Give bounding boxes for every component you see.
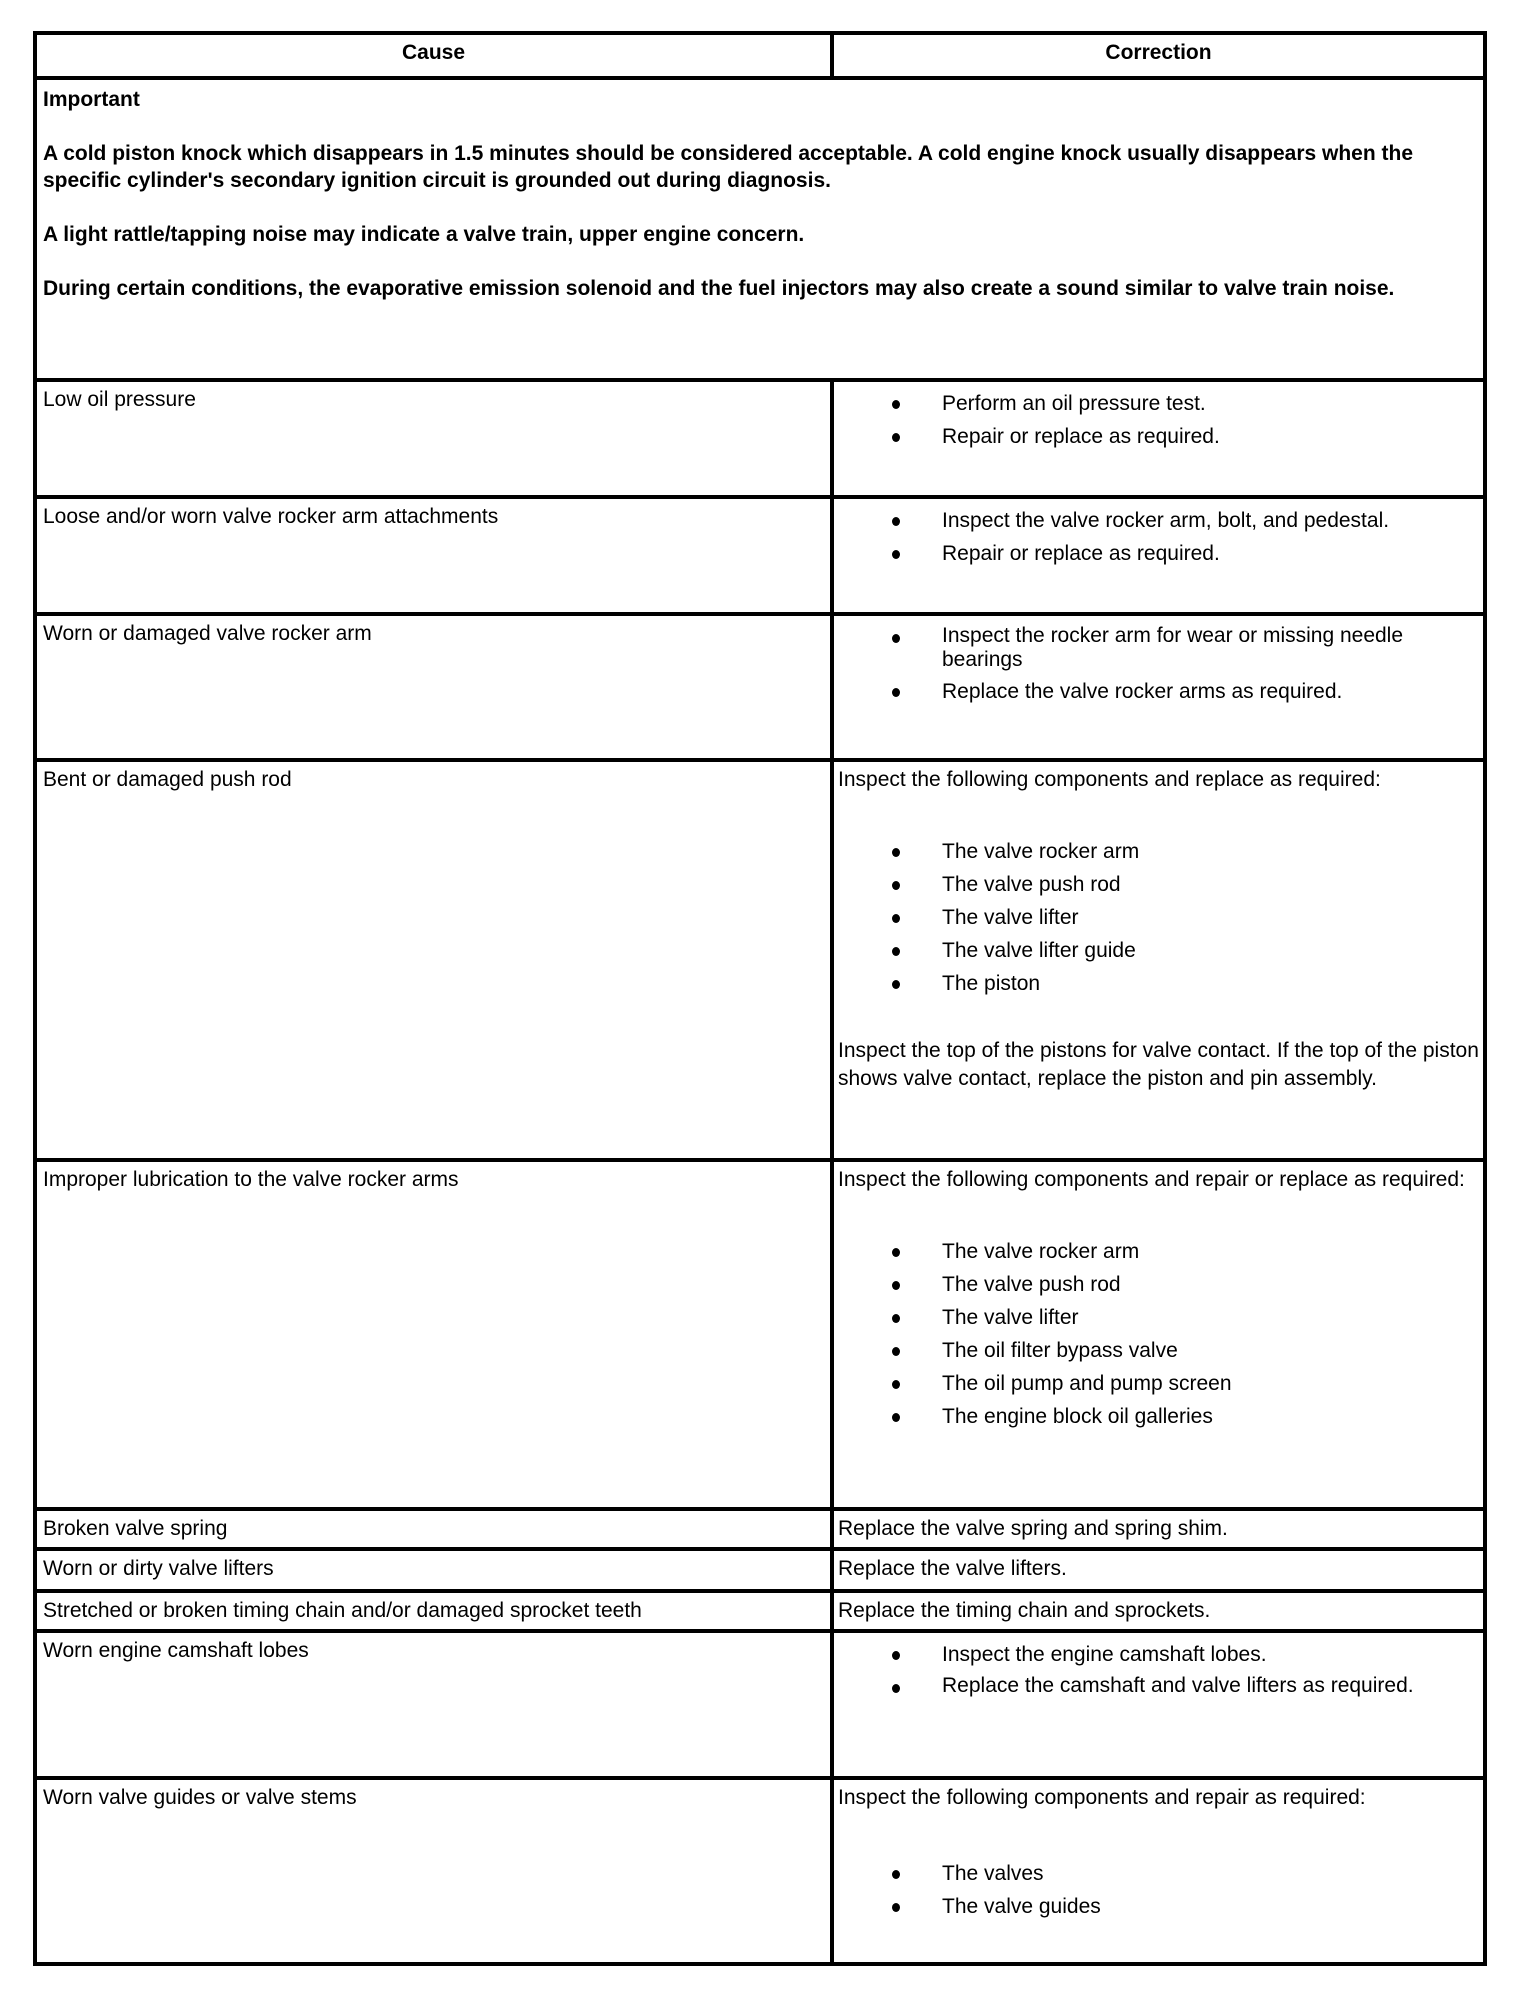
list-item: Inspect the engine camshaft lobes. bbox=[838, 1641, 1479, 1668]
list-item: Inspect the valve rocker arm, bolt, and pedestal. bbox=[838, 507, 1479, 534]
cause-cell: Improper lubrication to the valve rocker arms bbox=[37, 1162, 834, 1507]
table-row bbox=[37, 1158, 1483, 1507]
bullet-icon bbox=[892, 947, 900, 956]
table-row bbox=[37, 1507, 1483, 1547]
bullet-icon bbox=[892, 1413, 900, 1422]
bullet-icon bbox=[892, 550, 900, 559]
bullet-icon bbox=[892, 517, 900, 526]
bullet-icon bbox=[892, 1281, 900, 1290]
list-item: The valve lifter guide bbox=[838, 937, 1479, 964]
bullet-icon bbox=[892, 881, 900, 890]
bullet-icon bbox=[892, 1870, 900, 1879]
important-title: Important bbox=[43, 88, 140, 111]
cause-cell: Broken valve spring bbox=[37, 1511, 834, 1547]
table-row bbox=[37, 612, 1483, 758]
header-cause: Cause bbox=[37, 35, 834, 76]
list-item: The valve rocker arm bbox=[838, 838, 1479, 865]
table-row bbox=[37, 1547, 1483, 1589]
bullet-icon bbox=[892, 848, 900, 857]
bullet-icon bbox=[892, 1314, 900, 1323]
correction-list bbox=[838, 1860, 1479, 1920]
list-item: Repair or replace as required. bbox=[838, 423, 1479, 450]
correction-cell bbox=[834, 1780, 1483, 1962]
important-note-row bbox=[37, 76, 1483, 378]
correction-cell bbox=[834, 1162, 1483, 1507]
table-row bbox=[37, 1589, 1483, 1629]
correction-cell: Replace the timing chain and sprockets. bbox=[838, 1599, 1211, 1622]
cause-cell: Bent or damaged push rod bbox=[37, 762, 834, 1158]
table-header-row bbox=[37, 35, 1483, 76]
list-item: The valves bbox=[838, 1860, 1479, 1887]
bullet-icon bbox=[892, 1380, 900, 1389]
list-item: The valve push rod bbox=[838, 871, 1479, 898]
table-row bbox=[37, 495, 1483, 612]
cause-cell: Low oil pressure bbox=[37, 382, 834, 495]
important-note bbox=[37, 80, 1483, 378]
list-item: Perform an oil pressure test. bbox=[838, 390, 1479, 417]
correction-list bbox=[838, 1238, 1479, 1430]
bullet-icon bbox=[892, 1684, 900, 1693]
diagnosis-table bbox=[33, 31, 1487, 1966]
list-item: The oil pump and pump screen bbox=[838, 1370, 1479, 1397]
bullet-icon bbox=[892, 688, 900, 697]
correction-lead-text: Inspect the following components and repair as required: bbox=[838, 1786, 1366, 1809]
cause-cell: Worn engine camshaft lobes bbox=[37, 1633, 834, 1776]
bullet-icon bbox=[892, 634, 900, 643]
correction-list bbox=[838, 1641, 1479, 1698]
list-item: The engine block oil galleries bbox=[838, 1403, 1479, 1430]
correction-cell bbox=[834, 382, 1483, 495]
bullet-icon bbox=[892, 1651, 900, 1660]
list-item: The valve push rod bbox=[838, 1271, 1479, 1298]
cause-cell: Loose and/or worn valve rocker arm attachments bbox=[37, 499, 834, 612]
bullet-icon bbox=[892, 433, 900, 442]
correction-cell: Replace the valve spring and spring shim. bbox=[838, 1517, 1228, 1540]
list-item: The oil filter bypass valve bbox=[838, 1337, 1479, 1364]
list-item: Repair or replace as required. bbox=[838, 540, 1479, 567]
correction-cell bbox=[834, 762, 1483, 1158]
correction-list bbox=[838, 624, 1479, 705]
cause-cell: Worn or damaged valve rocker arm bbox=[37, 616, 834, 758]
list-item: Replace the valve rocker arms as required. bbox=[838, 678, 1479, 705]
header-correction: Correction bbox=[1105, 41, 1212, 64]
important-paragraph: A light rattle/tapping noise may indicate a valve train, upper engine concern. bbox=[43, 223, 805, 246]
bullet-icon bbox=[892, 400, 900, 409]
bullet-icon bbox=[892, 1347, 900, 1356]
correction-list bbox=[838, 390, 1479, 450]
list-item: The valve lifter bbox=[838, 904, 1479, 931]
list-item: Replace the camshaft and valve lifters as required. bbox=[838, 1674, 1479, 1698]
table-row bbox=[37, 378, 1483, 495]
correction-list bbox=[838, 838, 1479, 997]
cause-cell: Stretched or broken timing chain and/or damaged sprocket teeth bbox=[37, 1593, 834, 1629]
list-item: Inspect the rocker arm for wear or missing needle bearings bbox=[838, 624, 1479, 672]
correction-trail-text: Inspect the top of the pistons for valve contact. If the top of the piston shows valve contact, replace the piston and pin assembly. bbox=[838, 1039, 1479, 1090]
bullet-icon bbox=[892, 1248, 900, 1257]
correction-cell: Replace the valve lifters. bbox=[838, 1557, 1067, 1580]
correction-cell bbox=[834, 616, 1483, 758]
cause-cell: Worn valve guides or valve stems bbox=[37, 1780, 834, 1962]
correction-lead-text: Inspect the following components and replace as required: bbox=[838, 768, 1381, 791]
important-paragraph: A cold piston knock which disappears in 1.5 minutes should be considered acceptable. A cold engine knock usually disappears when the specific cylinder's secondary ignition circuit is grounded out during diagnosis. bbox=[43, 142, 1414, 192]
list-item: The piston bbox=[838, 970, 1479, 997]
correction-cell bbox=[834, 499, 1483, 612]
important-paragraph: During certain conditions, the evaporative emission solenoid and the fuel injectors may also create a sound similar to valve train noise. bbox=[43, 277, 1395, 300]
cause-cell: Worn or dirty valve lifters bbox=[37, 1551, 834, 1589]
table-row bbox=[37, 758, 1483, 1158]
correction-lead-text: Inspect the following components and repair or replace as required: bbox=[838, 1168, 1465, 1191]
table-row bbox=[37, 1776, 1483, 1962]
list-item: The valve rocker arm bbox=[838, 1238, 1479, 1265]
bullet-icon bbox=[892, 1903, 900, 1912]
table-row bbox=[37, 1629, 1483, 1776]
correction-list bbox=[838, 507, 1479, 567]
bullet-icon bbox=[892, 914, 900, 923]
list-item: The valve guides bbox=[838, 1893, 1479, 1920]
correction-cell bbox=[834, 1633, 1483, 1776]
bullet-icon bbox=[892, 980, 900, 989]
list-item: The valve lifter bbox=[838, 1304, 1479, 1331]
